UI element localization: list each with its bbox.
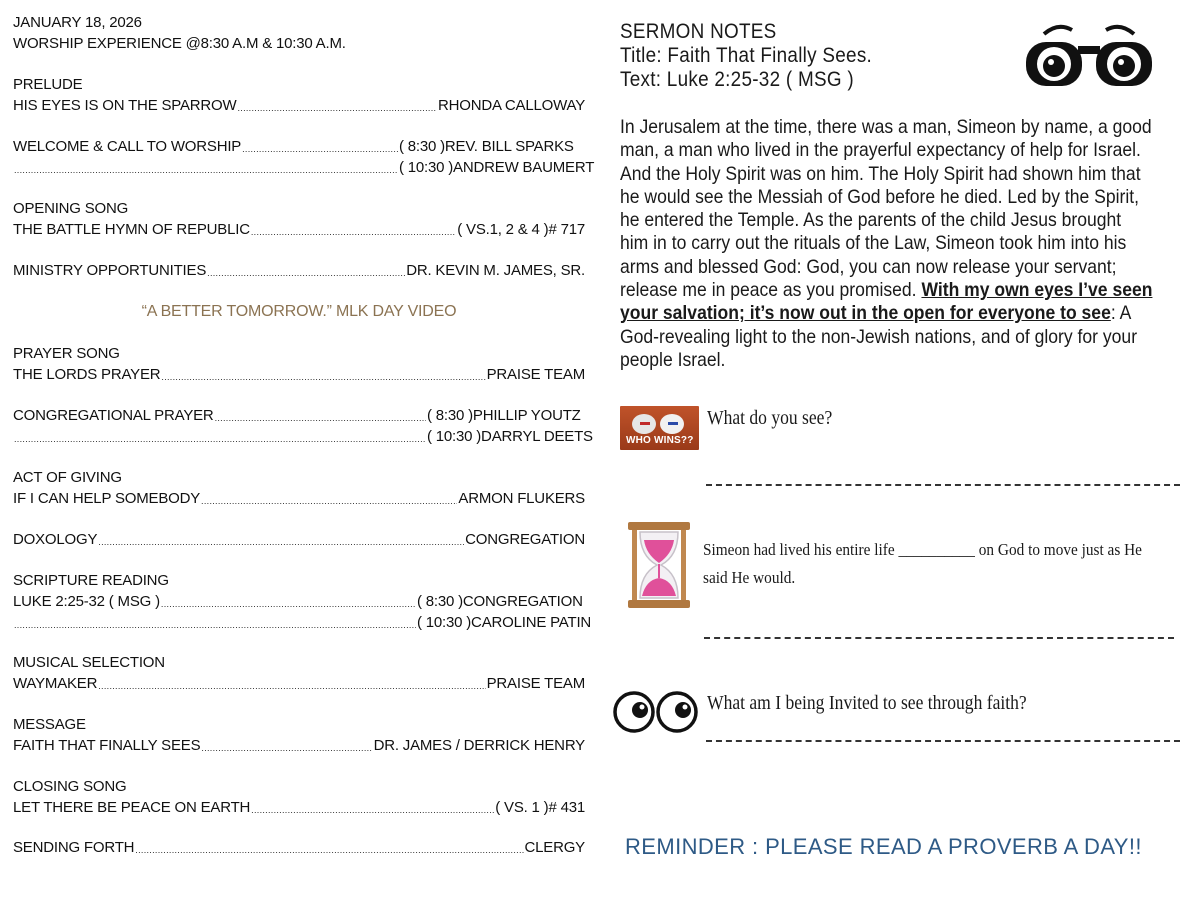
program-row bbox=[13, 219, 585, 240]
section-heading: ACT OF GIVING bbox=[13, 469, 122, 486]
service-times: WORSHIP EXPERIENCE @8:30 A.M & 10:30 A.M. bbox=[13, 35, 346, 52]
notes-heading: SERMON NOTES bbox=[620, 20, 777, 43]
question-what-do-you-see: What do you see? bbox=[707, 408, 833, 429]
scripture-section bbox=[13, 570, 592, 633]
answer-line bbox=[706, 740, 1180, 742]
program-item: DOXOLOGY bbox=[13, 531, 98, 548]
answer-line bbox=[704, 637, 1174, 639]
program-row bbox=[13, 488, 585, 509]
section-heading: CLOSING SONG bbox=[13, 778, 127, 795]
section-heading: MUSICAL SELECTION bbox=[13, 654, 165, 671]
program-leader: ( 8:30 )CONGREGATION bbox=[417, 593, 583, 610]
section-heading: OPENING SONG bbox=[13, 200, 129, 217]
program-item: WAYMAKER bbox=[13, 675, 98, 692]
giving-section bbox=[13, 467, 585, 509]
program-leader: ( VS.1, 2 & 4 )# 717 bbox=[457, 221, 585, 238]
leader-dots bbox=[251, 219, 456, 240]
closing-section bbox=[13, 776, 585, 818]
program-row bbox=[13, 529, 585, 550]
program-row bbox=[13, 673, 585, 694]
program-item: IF I CAN HELP SOMEBODY bbox=[13, 490, 201, 507]
message-section bbox=[13, 714, 585, 756]
program-row bbox=[13, 405, 585, 426]
program-row bbox=[13, 364, 585, 385]
sending-section bbox=[13, 837, 585, 858]
opening-section bbox=[13, 198, 585, 240]
sermon-header bbox=[620, 20, 872, 92]
program-item: SENDING FORTH bbox=[13, 839, 135, 856]
passage-emphasis: With my own eyes I’ve seen your salvation; it’s now out in the open for everyone to see bbox=[620, 279, 1153, 325]
program-row bbox=[13, 426, 593, 447]
program-item: HIS EYES IS ON THE SPARROW bbox=[13, 97, 237, 114]
program-leader: ( VS. 1 )# 431 bbox=[495, 799, 585, 816]
passage-part: : A God-revealing light to the non-Jewish nations, and of glory for your people Israel. bbox=[620, 302, 1138, 371]
section-heading: PRELUDE bbox=[13, 76, 83, 93]
glasses-icon bbox=[1024, 22, 1154, 90]
program-leader: ( 10:30 )ANDREW BAUMERT bbox=[399, 159, 595, 176]
doxology-section bbox=[13, 529, 585, 550]
program-row bbox=[13, 591, 585, 612]
welcome-section bbox=[13, 136, 595, 178]
leader-dots bbox=[14, 157, 398, 178]
answer-line bbox=[706, 484, 1180, 486]
question-invited-to-see: What am I being Invited to see through faith? bbox=[707, 693, 1027, 714]
badge-caption: WHO WINS?? bbox=[626, 435, 694, 446]
program-item: MINISTRY OPPORTUNITIES bbox=[13, 262, 207, 279]
program-row bbox=[13, 260, 585, 281]
program-item: LUKE 2:25-32 ( MSG ) bbox=[13, 593, 160, 610]
program-item: CONGREGATIONAL PRAYER bbox=[13, 407, 214, 424]
program-item: WELCOME & CALL TO WORSHIP bbox=[13, 138, 242, 155]
musical-section bbox=[13, 652, 585, 694]
section-heading: SCRIPTURE READING bbox=[13, 572, 169, 589]
leader-dots bbox=[215, 405, 426, 426]
leader-dots bbox=[207, 260, 405, 281]
leader-dots bbox=[161, 591, 416, 612]
program-item: LET THERE BE PEACE ON EARTH bbox=[13, 799, 251, 816]
eyes-icon bbox=[613, 690, 701, 734]
program-item: THE BATTLE HYMN OF REPUBLIC bbox=[13, 221, 250, 238]
program-row bbox=[13, 612, 592, 633]
proverb-reminder: REMINDER : PLEASE READ A PROVERB A DAY!! bbox=[625, 834, 1142, 859]
sermon-title: Title: Faith That Finally Sees. bbox=[620, 44, 873, 67]
leader-dots bbox=[201, 488, 457, 509]
congregational-prayer-section bbox=[13, 405, 593, 447]
leader-dots bbox=[135, 837, 523, 858]
who-wins-image bbox=[620, 406, 699, 450]
leader-dots bbox=[98, 529, 464, 550]
program-leader: CLERGY bbox=[524, 839, 585, 856]
service-date: JANUARY 18, 2026 bbox=[13, 14, 142, 31]
hourglass-icon bbox=[626, 520, 692, 610]
passage-part: In Jerusalem at the time, there was a man, Simeon by name, a good man, a man who lived in the prayerful expectancy of help for Israel. And the Holy Spirit was on him. The Holy Spirit had shown him that he would see the Messiah of God before he died. Led by the Spirit, he entered the Temple. As the parents of the child Jesus brought him in to carry out the rituals of the Law, Simeon took him into his arms and blessed God: God, you can now release your servant; release me in peace as you promised. bbox=[620, 116, 1152, 302]
leader-dots bbox=[14, 426, 426, 447]
program-leader: ( 8:30 )PHILLIP YOUTZ bbox=[427, 407, 581, 424]
mlk-video-title: “A BETTER TOMORROW.” MLK DAY VIDEO bbox=[141, 303, 457, 320]
prayer-song-section bbox=[13, 343, 585, 385]
ministry-section bbox=[13, 260, 585, 281]
service-header bbox=[13, 12, 585, 54]
program-leader: DR. KEVIN M. JAMES, SR. bbox=[406, 262, 585, 279]
program-row bbox=[13, 797, 585, 818]
program-leader: DR. JAMES / DERRICK HENRY bbox=[373, 737, 585, 754]
question-simeon: Simeon had lived his entire life __________ on God to move just as He said He would. bbox=[703, 540, 1142, 587]
program-leader: ( 8:30 )REV. BILL SPARKS bbox=[399, 138, 574, 155]
section-heading: MESSAGE bbox=[13, 716, 86, 733]
program-leader: CONGREGATION bbox=[465, 531, 585, 548]
leader-dots bbox=[251, 797, 494, 818]
program-item: FAITH THAT FINALLY SEES bbox=[13, 737, 201, 754]
leader-dots bbox=[201, 735, 372, 756]
section-heading: PRAYER SONG bbox=[13, 345, 120, 362]
leader-dots bbox=[237, 95, 437, 116]
leader-dots bbox=[161, 364, 485, 385]
program-leader: ( 10:30 )CAROLINE PATIN bbox=[417, 614, 592, 631]
leader-dots bbox=[14, 612, 416, 633]
prelude-section bbox=[13, 74, 585, 116]
program-leader: PRAISE TEAM bbox=[486, 675, 585, 692]
program-row bbox=[13, 735, 585, 756]
program-item: THE LORDS PRAYER bbox=[13, 366, 161, 383]
scripture-passage bbox=[620, 116, 1153, 372]
leader-dots bbox=[98, 673, 485, 694]
program-leader: ( 10:30 )DARRYL DEETS bbox=[427, 428, 593, 445]
program-row bbox=[13, 837, 585, 858]
program-leader: RHONDA CALLOWAY bbox=[437, 97, 585, 114]
program-row bbox=[13, 136, 585, 157]
leader-dots bbox=[242, 136, 398, 157]
program-row bbox=[13, 95, 585, 116]
helmets-icon bbox=[620, 408, 699, 438]
program-leader: ARMON FLUKERS bbox=[458, 490, 585, 507]
program-leader: PRAISE TEAM bbox=[486, 366, 585, 383]
program-row bbox=[13, 157, 595, 178]
sermon-text-ref: Text: Luke 2:25-32 ( MSG ) bbox=[620, 68, 854, 91]
